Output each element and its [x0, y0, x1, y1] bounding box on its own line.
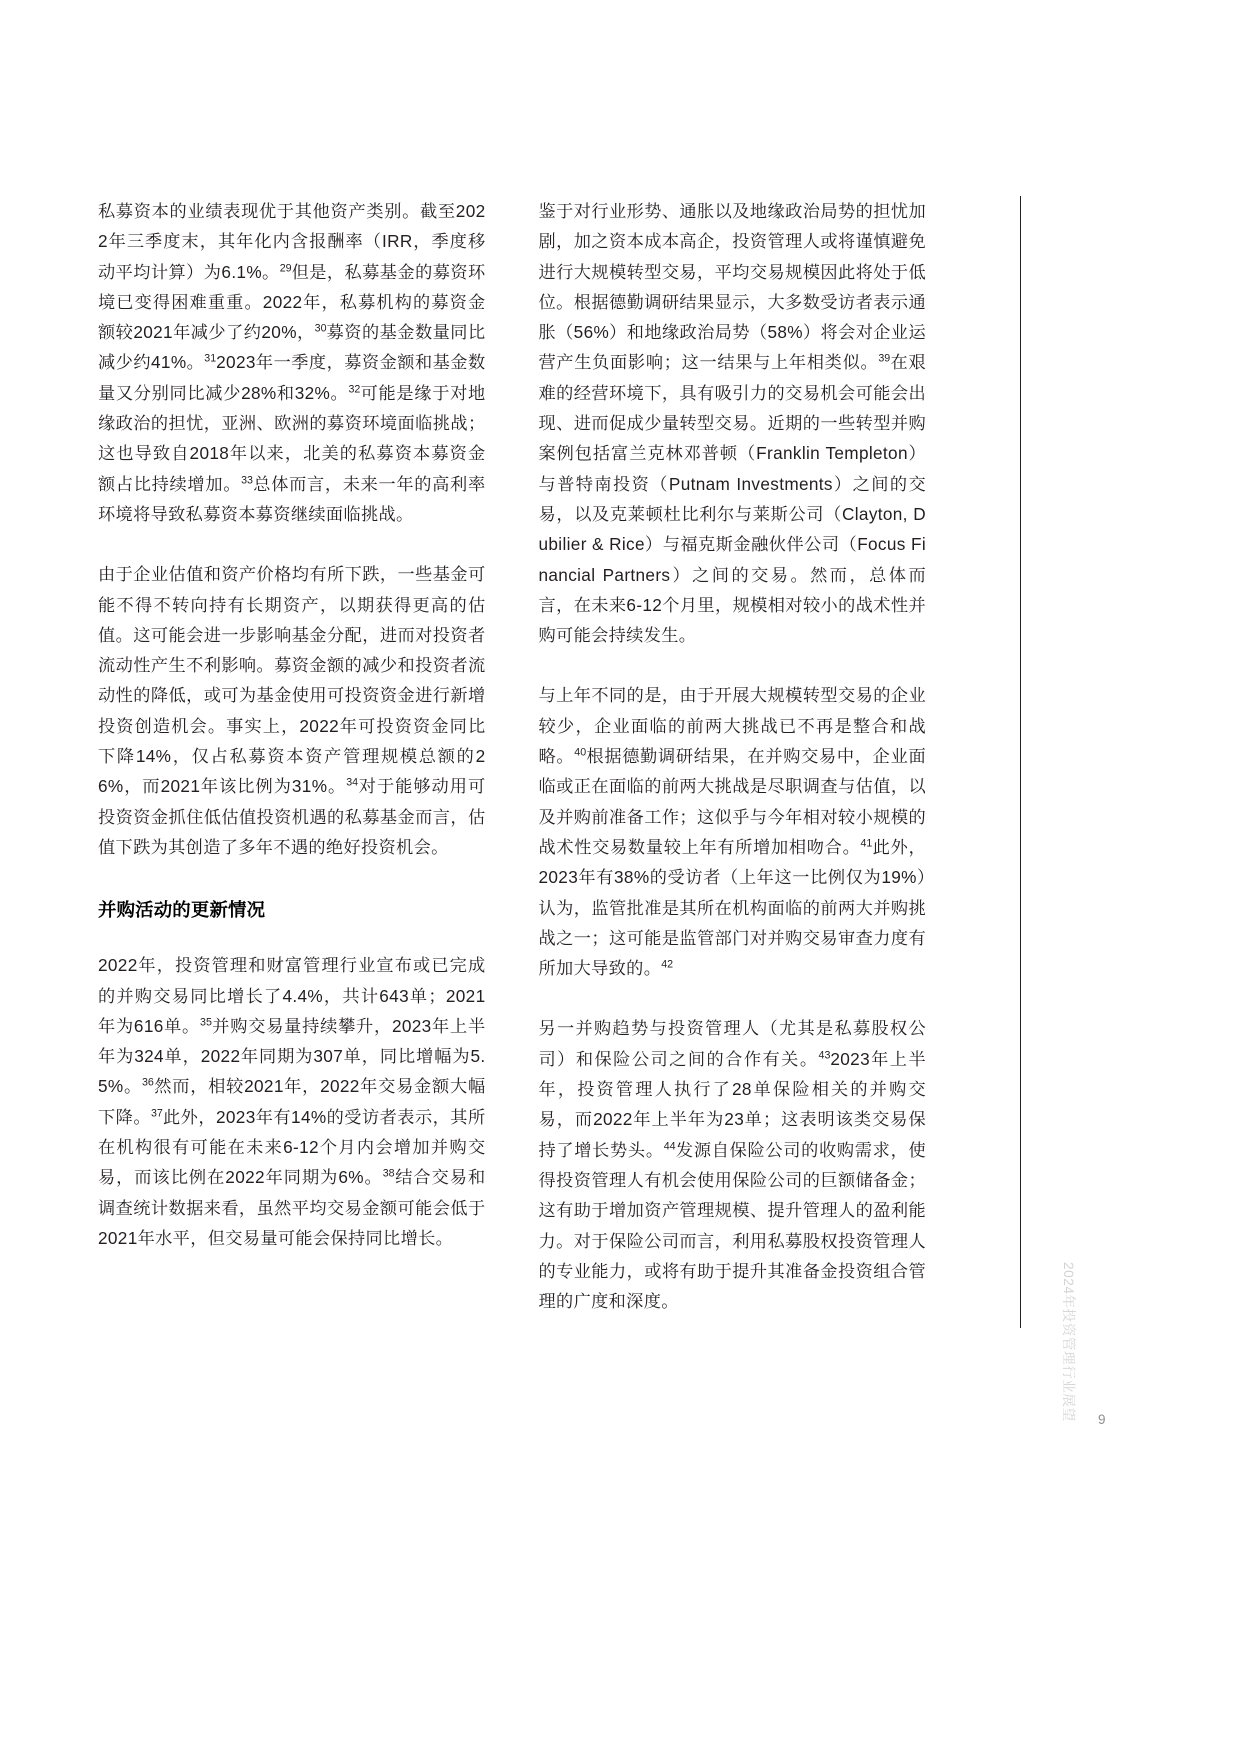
right-margin-rule	[1020, 196, 1021, 1328]
text-run: 2023年一季度，募资金额和基金数量又分别同比减少28%和32%。	[98, 352, 486, 403]
footnote-ref-31: 31	[204, 352, 217, 365]
two-column-body	[98, 196, 926, 1316]
text-run: 在艰难的经营环境下，具有吸引力的交易机会可能会出现、进而促成少量转型交易。近期的一些转型并购案例包括富兰克林邓普顿（Franklin Templeton）与普特南投资（Putnam Investments）之间的交易，以及克莱顿杜比利尔与莱斯公司（Clayton, Dubilier & Rice）与福克斯金融伙伴公司（Focus Financial Partners）之间的交易。然而，总体而言，在未来6-12个月里，规模相对较小的战术性并购可能会持续发生。	[538, 352, 926, 646]
footnote-ref-39: 39	[878, 352, 891, 365]
running-title: 2024年投资管理行业展望	[1061, 1262, 1076, 1422]
section-heading-ma-update: 并购活动的更新情况	[98, 899, 266, 921]
text-run: 2022年，投资管理和财富管理行业宣布或已完成的并购交易同比增长了4.4%，共计643单；2021年为616单。	[98, 955, 486, 1036]
text-run: 对于能够动用可投资资金抓住低估值投资机遇的私募基金而言，估值下跌为其创造了多年不遇的绝好投资机会。	[98, 776, 486, 857]
footnote-ref-42: 42	[661, 958, 674, 971]
text-run: 与上年不同的是，由于开展大规模转型交易的企业较少，企业面临的前两大挑战已不再是整合和战略。	[538, 685, 926, 767]
footnote-ref-33: 33	[241, 473, 253, 486]
text-run: 并购交易量持续攀升，2023年上半年为324单，2022年同期为307单，同比增幅为5.5%。	[98, 1015, 486, 1097]
text-run: 根据德勤调研结果，在并购交易中，企业面临或正在面临的前两大挑战是尽职调查与估值，以及并购前准备工作；这似乎与今年相对较小规模的战术性交易数量较上年有所增加相吻合。	[538, 746, 926, 857]
paragraph-insurance-partnerships	[539, 1013, 927, 1316]
text-run: 总体而言，未来一年的高利率环境将导致私募资本募资继续面临挑战。	[98, 473, 486, 524]
footnote-ref-34: 34	[346, 776, 359, 789]
text-run: 由于企业估值和资产价格均有所下跌，一些基金可能不得不转向持有长期资产，以期获得更高的估值。这可能会进一步影响基金分配，进而对投资者流动性产生不利影响。募资金额的减少和投资者流动性的降低，或可为基金使用可投资资金进行新增投资创造机会。事实上，2022年可投资资金同比下降14%，仅占私募资本资产管理规模总额的26%，而2021年该比例为31%。	[98, 564, 486, 797]
left-column	[98, 196, 486, 1316]
paragraph-transformational-deals	[539, 196, 927, 650]
text-run: 募资的基金数量同比减少约41%。	[98, 322, 486, 373]
footnote-ref-38: 38	[382, 1167, 395, 1180]
text-run: 鉴于对行业形势、通胀以及地缘政治局势的担忧加剧，加之资本成本高企，投资管理人或将谨慎避免进行大规模转型交易，平均交易规模因此将处于低位。根据德勤调研结果显示，大多数受访者表示通胀（56%）和地缘政治局势（58%）将会对企业运营产生负面影响；这一结果与上年相类似。	[538, 201, 926, 373]
footnote-ref-29: 29	[279, 261, 292, 274]
paragraph-valuations-dry-powder	[98, 559, 486, 862]
paragraph-ma-challenges	[539, 680, 927, 983]
text-run: 可能是缘于对地缘政治的担忧，亚洲、欧洲的募资环境面临挑战；这也导致自2018年以来，北美的私募资本募资金额占比持续增加。	[98, 382, 486, 494]
footnote-ref-36: 36	[141, 1076, 154, 1089]
footnote-ref-30: 30	[314, 322, 327, 335]
text-run: 但是，私募基金的募资环境已变得困难重重。2022年，私募机构的募资金额较2021年减少了约20%，	[98, 261, 486, 343]
text-run: 结合交易和调查统计数据来看，虽然平均交易金额可能会低于2021年水平，但交易量可能会保持同比增长。	[98, 1167, 486, 1248]
paragraph-ma-deal-volume	[98, 950, 486, 1253]
text-run: 此外，2023年有14%的受访者表示，其所在机构很有可能在未来6-12个月内会增加并购交易，而该比例在2022年同期为6%。	[98, 1106, 486, 1188]
right-column	[539, 196, 927, 1316]
paragraph-private-capital-performance	[98, 196, 486, 529]
footnote-ref-37: 37	[151, 1106, 163, 1119]
footnote-ref-44: 44	[663, 1139, 676, 1152]
footnote-ref-32: 32	[348, 383, 361, 396]
text-run: 私募资本的业绩表现优于其他资产类别。截至2022年三季度末，其年化内含报酬率（IRR，季度移动平均计算）为6.1%。	[98, 201, 486, 282]
text-run: 此外，2023年有38%的受访者（上年这一比例仅为19%）认为，监管批准是其所在机构面临的前两大并购挑战之一；这可能是监管部门对并购交易审查力度有所加大导致的。	[538, 836, 926, 979]
page-number: 9	[1098, 1412, 1106, 1427]
text-run: 另一并购趋势与投资管理人（尤其是私募股权公司）和保险公司之间的合作有关。	[538, 1018, 926, 1069]
text-run: 发源自保险公司的收购需求，使得投资管理人有机会使用保险公司的巨额储备金；这有助于增加资产管理规模、提升管理人的盈利能力。对于保险公司而言，利用私募股权投资管理人的专业能力，或将有助于提升其准备金投资组合管理的广度和深度。	[538, 1139, 926, 1312]
footnote-ref-41: 41	[860, 837, 873, 850]
footnote-ref-43: 43	[818, 1048, 831, 1061]
text-run: 2023年上半年，投资管理人执行了28单保险相关的并购交易，而2022年上半年为23单；这表明该类交易保持了增长势头。	[538, 1048, 926, 1160]
text-run: 然而，相较2021年，2022年交易金额大幅下降。	[98, 1076, 486, 1127]
footnote-ref-35: 35	[200, 1016, 212, 1029]
footnote-ref-40: 40	[574, 746, 587, 759]
